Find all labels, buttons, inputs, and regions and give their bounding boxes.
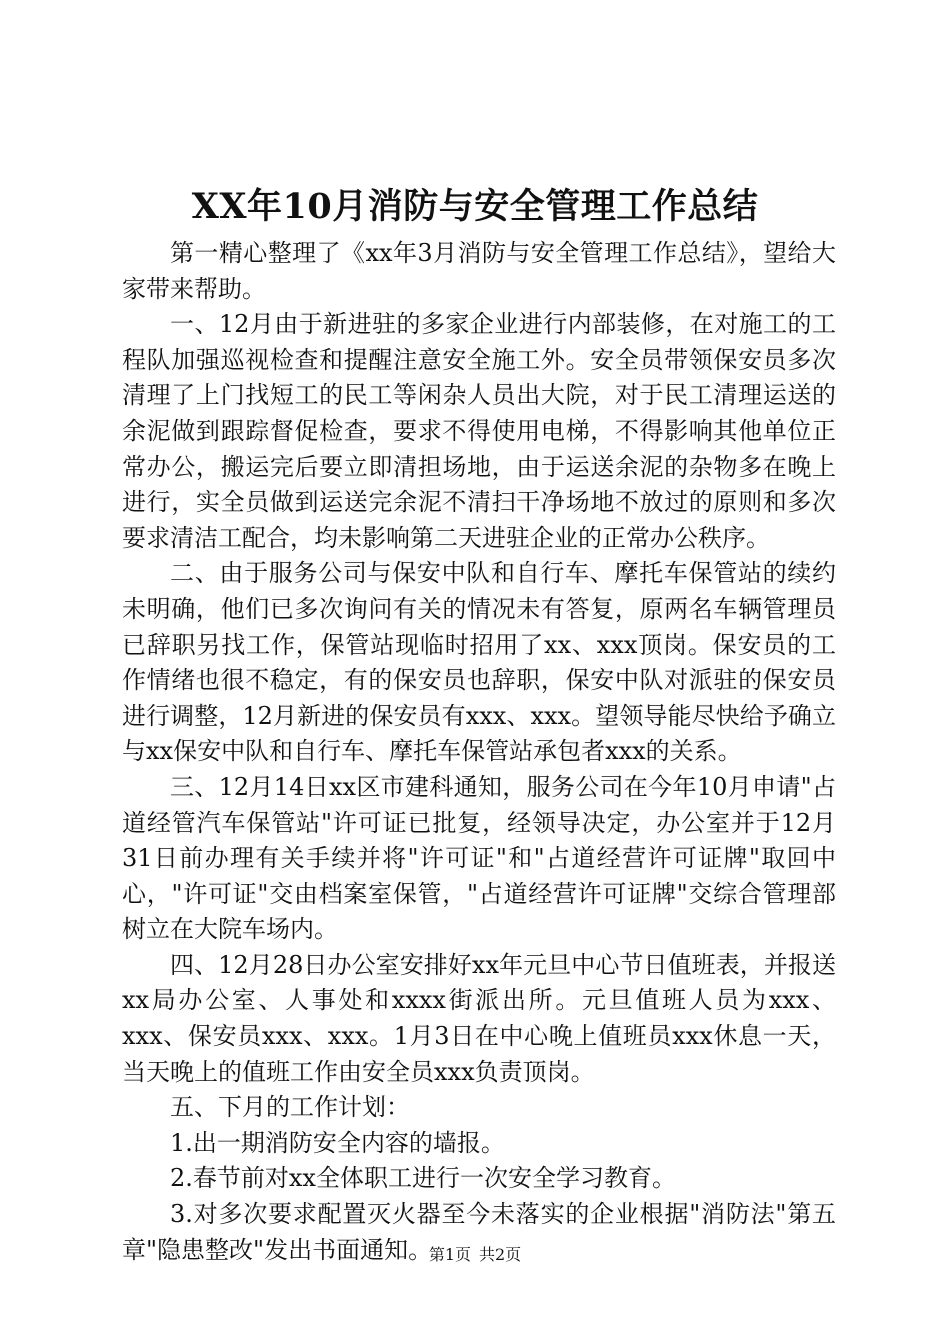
intro-paragraph: 第一精心整理了《xx年3月消防与安全管理工作总结》，望给大家带来帮助。 <box>122 239 836 303</box>
page-total: 共2页 <box>479 1245 522 1264</box>
section-three-paragraph: 三、12月14日xx区市建科通知，服务公司在今年10月申请"占道经管汽车保管站"许可证已批复，经领导决定，办公室并于12月31日前办理有关手续并将"许可证"和"占道经营许可证牌"取回中心，"许可证"交由档案室保管，"占道经营许可证牌"交综合管理部树立在大院车场内。 <box>122 772 836 944</box>
plan-item-3: 3.对多次要求配置灭火器至今未落实的企业根据"消防法"第五章"隐患整改"发出书面通知。 <box>122 1200 836 1264</box>
section-two-paragraph: 二、由于服务公司与保安中队和自行车、摩托车保管站的续约未明确，他们已多次询问有关的情况未有答复，原两名车辆管理员已辞职另找工作，保管站现临时招用了xx、xxx顶岗。保安员的工作情绪也很不稳定，有的保安员也辞职，保安中队对派驻的保安员进行调整，12月新进的保安员有xxx、xxx。望领导能尽快给予确立与xx保安中队和自行车、摩托车保管站承包者xxx的关系。 <box>122 559 836 766</box>
section-one-paragraph: 一、12月由于新进驻的多家企业进行内部装修，在对施工的工程队加强巡视检查和提醒注意安全施工外。安全员带领保安员多次清理了上门找短工的民工等闲杂人员出大院，对于民工清理运送的余泥做到跟踪督促检查，要求不得使用电梯，不得影响其他单位正常办公，搬运完后要立即清担场地，由于运送余泥的杂物多在晚上进行，实全员做到运送完余泥不清扫干净场地不放过的原则和多次要求清洁工配合，均未影响第二天进驻企业的正常办公秩序。 <box>122 310 836 552</box>
page-footer <box>0 1243 950 1267</box>
page-number: 第1页 <box>428 1245 471 1264</box>
plan-item-2: 2.春节前对xx全体职工进行一次安全学习教育。 <box>170 1164 676 1193</box>
section-four-paragraph: 四、12月28日办公室安排好xx年元旦中心节日值班表，并报送xx局办公室、人事处和xxxx街派出所。元旦值班人员为xxx、xxx、保安员xxx、xxx。1月3日在中心晚上值班员xxx休息一天，当天晚上的值班工作由安全员xxx负责顶岗。 <box>122 950 836 1086</box>
section-five-heading: 五、下月的工作计划： <box>170 1093 410 1122</box>
plan-item-1: 1.出一期消防安全内容的墙报。 <box>170 1128 505 1157</box>
document-title: XX年10月消防与安全管理工作总结 <box>191 186 759 227</box>
document-body <box>122 236 836 1268</box>
